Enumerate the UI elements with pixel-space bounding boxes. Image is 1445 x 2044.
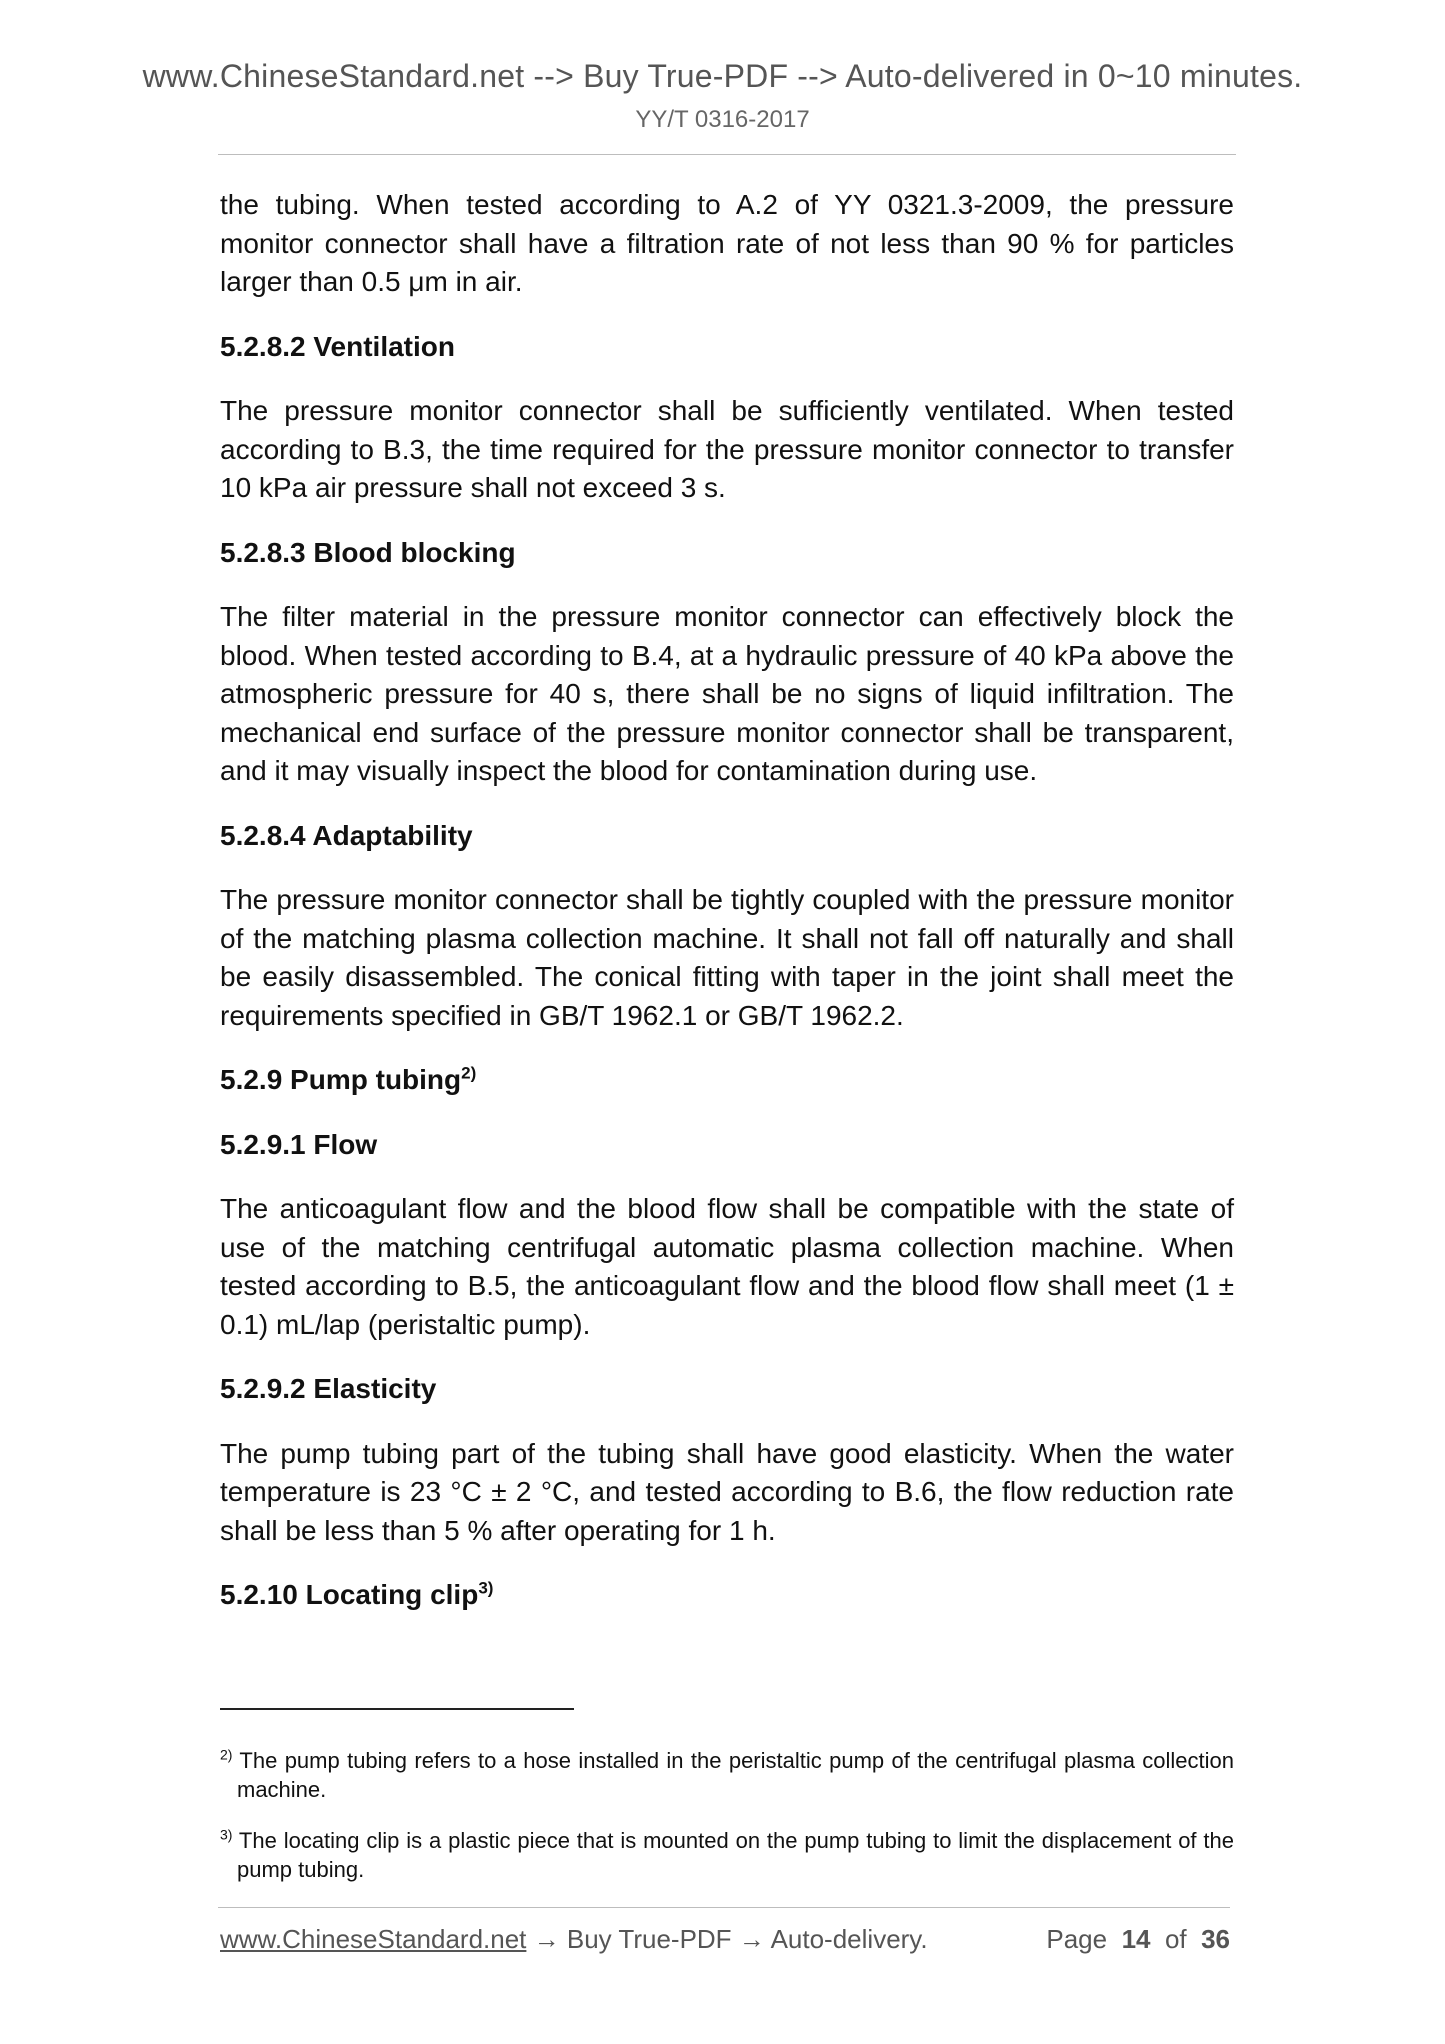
of-label: of: [1164, 1924, 1187, 1954]
paragraph-flow: The anticoagulant flow and the blood flow shall be compatible with the state of use of the matching centrifugal automatic plasma collection machine. When tested according to B.5, the anticoagulant flow and the blood flow shall meet (1 ± 0.1) mL/lap (peristaltic pump).: [220, 1193, 1234, 1340]
header-divider: [218, 154, 1236, 155]
site-link[interactable]: www.ChineseStandard.net: [220, 1924, 527, 1954]
footnote-mark: 3): [220, 1826, 233, 1843]
section-heading-5-2-9-1: 5.2.9.1 Flow: [220, 1128, 378, 1160]
footer-divider: [218, 1907, 1230, 1908]
section-title-locating-clip: 5.2.10 Locating clip: [220, 1579, 479, 1610]
page-total: 36: [1201, 1924, 1230, 1954]
footer-left: [220, 1924, 928, 1955]
page-body: [220, 186, 1234, 1641]
footnote-text: The pump tubing refers to a hose installed in the peristaltic pump of the centrifugal plasma collection machine.: [237, 1748, 1234, 1802]
paragraph-elasticity: The pump tubing part of the tubing shall have good elasticity. When the water temperature is 23 °C ± 2 °C, and tested according to B.6, the flow reduction rate shall be less than 5 % after operating for 1 h.: [220, 1437, 1234, 1546]
footnote-ref-2[interactable]: 2): [461, 1063, 477, 1083]
footnote-mark: 2): [220, 1746, 233, 1763]
header-banner: www.ChineseStandard.net --> Buy True-PDF --> Auto-delivered in 0~10 minutes.: [142, 58, 1303, 94]
section-heading-5-2-9: [220, 1061, 1234, 1100]
footer-tagline: → Buy True-PDF → Auto-delivery.: [526, 1924, 928, 1954]
footnote-separator: [220, 1708, 574, 1710]
footnote-ref-3[interactable]: 3): [478, 1578, 494, 1598]
page-indicator: [1046, 1924, 1230, 1955]
page-label: Page: [1046, 1924, 1108, 1954]
footnote-2: [220, 1746, 1234, 1804]
document-id: YY/T 0316-2017: [635, 106, 810, 133]
footnote-text: The locating clip is a plastic piece that is mounted on the pump tubing to limit the displacement of the pump tubing.: [237, 1828, 1234, 1882]
page-footer: [220, 1924, 1230, 1964]
section-heading-5-2-8-2: 5.2.8.2 Ventilation: [220, 330, 455, 362]
section-heading-5-2-8-4: 5.2.8.4 Adaptability: [220, 819, 473, 851]
footnotes: [220, 1746, 1234, 1906]
paragraph-continued: the tubing. When tested according to A.2 of YY 0321.3-2009, the pressure monitor connector shall have a filtration rate of not less than 90 % for particles larger than 0.5 μm in air.: [220, 189, 1234, 297]
section-title-pump-tubing: 5.2.9 Pump tubing: [220, 1064, 462, 1095]
section-heading-5-2-9-2: 5.2.9.2 Elasticity: [220, 1373, 437, 1404]
section-heading-5-2-10: [220, 1576, 1234, 1615]
paragraph-blood-blocking: The filter material in the pressure monitor connector can effectively block the blood. When tested according to B.4, at a hydraulic pressure of 40 kPa above the atmospheric pressure for 40 s, there shall be no signs of liquid infiltration. The mechanical end surface of the pressure monitor connector shall be transparent, and it may visually inspect the blood for contamination during use.: [220, 601, 1234, 786]
page-number: 14: [1121, 1924, 1151, 1954]
section-heading-5-2-8-3: 5.2.8.3 Blood blocking: [220, 536, 516, 568]
footnote-3: [220, 1826, 1234, 1884]
paragraph-adaptability: The pressure monitor connector shall be tightly coupled with the pressure monitor of the matching plasma collection machine. It shall not fall off naturally and shall be easily disassembled. The conical fitting with taper in the joint shall meet the requirements specified in GB/T 1962.1 or GB/T 1962.2.: [220, 884, 1234, 1031]
paragraph-ventilation: The pressure monitor connector shall be sufficiently ventilated. When tested according to B.3, the time required for the pressure monitor connector to transfer 10 kPa air pressure shall not exceed 3 s.: [220, 395, 1234, 503]
